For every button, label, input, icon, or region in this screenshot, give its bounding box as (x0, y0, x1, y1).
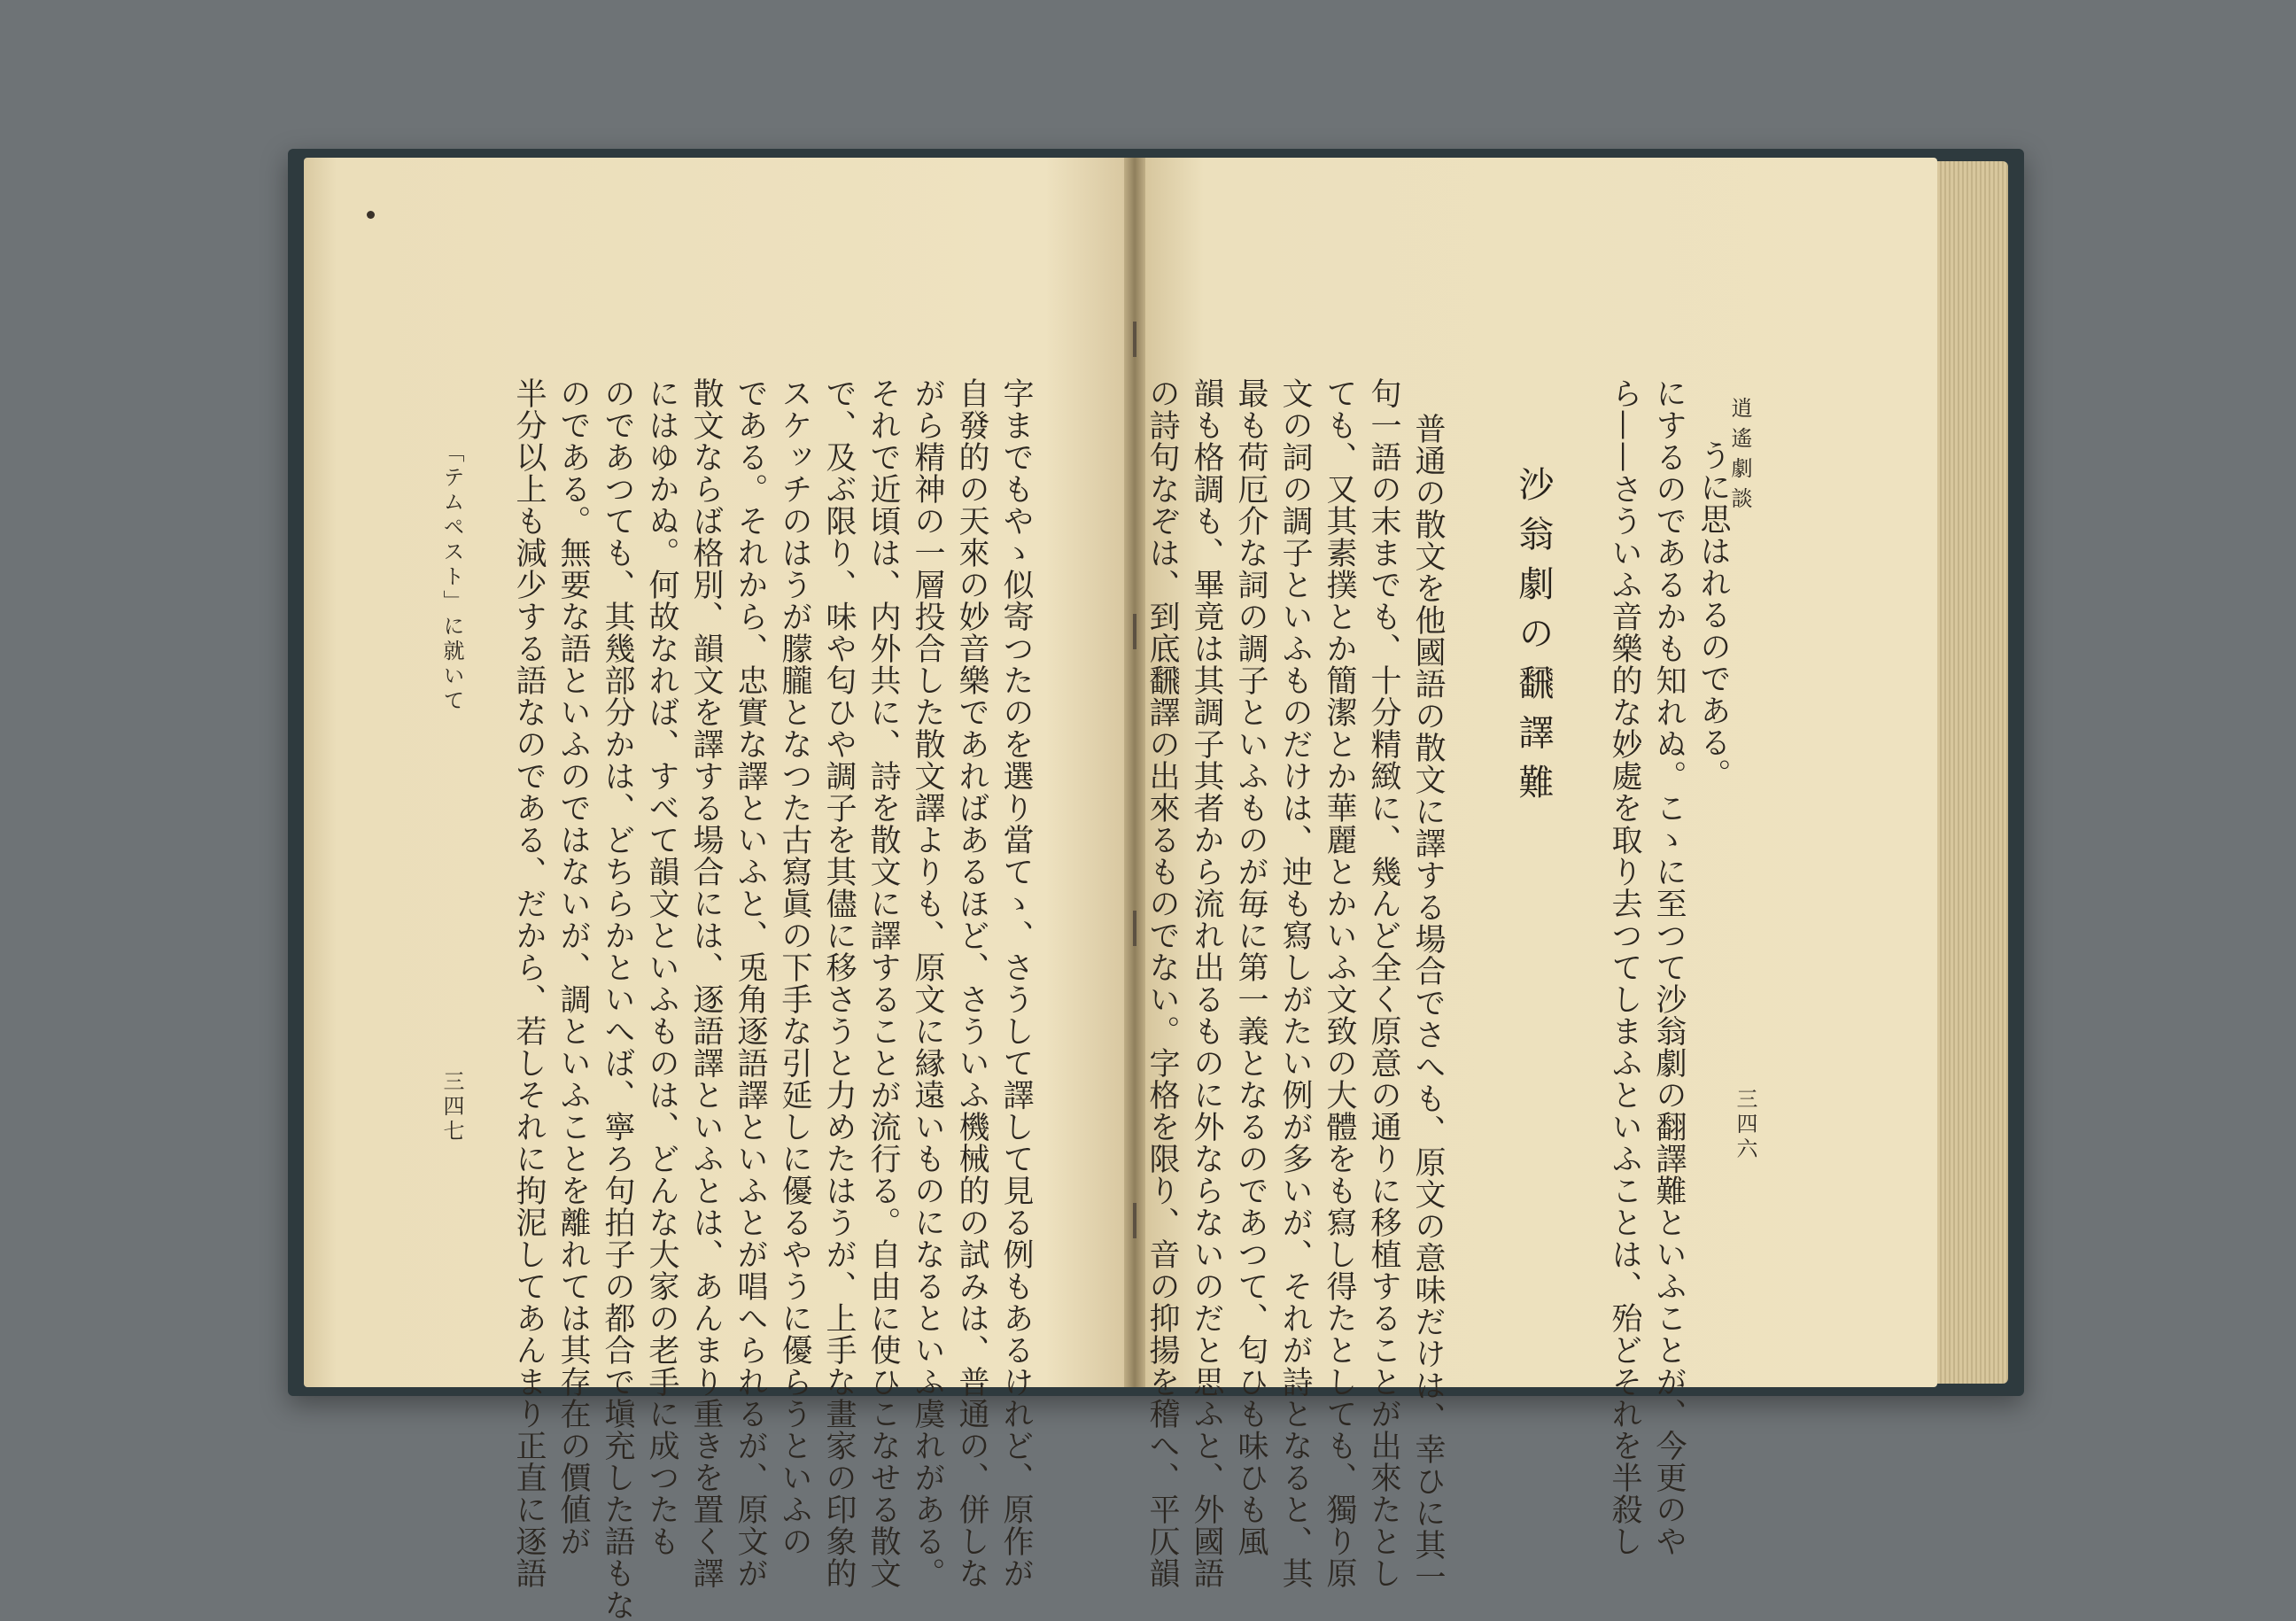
text-column: 最も荷厄介な詞の調子といふものが毎に第一義となるのであつて、匂ひも味ひも風 (1233, 377, 1268, 1557)
text-column: 字までもやゝ似寄つたのを選り當てゝ、さうして譯して見る例もあるけれど、原作が (998, 377, 1034, 1589)
text-column: それで近頃は、内外共に、詩を散文に譯することが流行る。自由に使ひこなせる散文 (865, 377, 901, 1589)
text-column: 自發的の天來の妙音樂であればあるほど、さういふ機械的の試みは、普通の、併しな (954, 377, 989, 1589)
text-column: にはゆかぬ。何故なれば、すべて韻文といふものは、どんな大家の老手に成つたも (644, 377, 679, 1557)
text-column: 普通の散文を他國語の散文に譯する場合でさへも、原文の意味だけは、幸ひに其一 (1410, 413, 1446, 1593)
text-column: スケッチのはうが朦朧となつた古寫眞の下手な引延しに優るやうに優らうといふの (777, 377, 812, 1557)
text-column: うに思はれるのである。 (1695, 439, 1731, 790)
text-column: 散文ならば格別、韻文を譯する場合には、逐語譯といふとは、あんまり重きを置く譯 (688, 377, 724, 1589)
text-column: ら——さういふ音樂的な妙處を取り去つてしまふといふことは、殆どそれを半殺し (1607, 377, 1642, 1557)
binding-stitch (1133, 911, 1136, 946)
text-column: の詩句なぞは、到底飜譯の出來るものでない。字格を限り、音の抑揚を稽へ、平仄韻 (1144, 377, 1180, 1589)
open-book (288, 149, 2024, 1621)
text-column: 半分以上も減少する語なのである、だから、若しそれに拘泥してあんまり正直に逐語 (511, 377, 547, 1589)
binding-stitch (1133, 322, 1136, 357)
binding-stitch (1133, 614, 1136, 649)
text-column: 句一語の末までも、十分精緻に、幾んど全く原意の通りに移植することが出來たとし (1366, 377, 1401, 1589)
text-column: 韻も格調も、畢竟は其調子其者から流れ出るものに外ならないのだと思ふと、外國語 (1189, 377, 1224, 1589)
page-number-right: 三四六 (1733, 1088, 1757, 1162)
page-number-left: 三四七 (439, 1070, 464, 1144)
text-column: ても、又其素撲とか簡潔とか華麗とかいふ文致の大體をも寫し得たとしても、獨り原 (1322, 377, 1357, 1589)
text-column: のであつても、其幾部分かは、どちらかといへば、寧ろ句拍子の都合で塡充した語もな (600, 377, 635, 1621)
running-header: 逍遙劇談 (1727, 397, 1752, 517)
running-title: 「テムペスト」に就いて (439, 441, 464, 714)
binding-stitch (1133, 1203, 1136, 1238)
text-column: にするのであるかも知れぬ。こゝに至つて沙翁劇の翻譯難といふことが、今更のや (1651, 377, 1687, 1557)
text-column: で、及ぶ限り、味や匂ひや調子を其儘に移さうと力めたはうが、上手な畫家の印象的 (821, 377, 857, 1589)
text-column: のである。無要な語といふのではないが、調といふことを離れては其存在の價値が (555, 377, 591, 1557)
page-mark (367, 211, 375, 219)
text-column: である。それから、忠實な譯といふと、兎角逐語譯といふとが唱へられるが、原文が (733, 377, 768, 1589)
text-column: がら精神の一層投合した散文譯よりも、原文に縁遠いものになるといふ虞れがある。 (910, 377, 945, 1589)
chapter-title: 沙翁劇の飜譯難 (1513, 466, 1554, 813)
text-column: 文の詞の調子といふものだけは、迚も寫しがたい例が多いが、それが詩となると、其 (1277, 377, 1313, 1589)
page-edges (1937, 161, 2008, 1384)
